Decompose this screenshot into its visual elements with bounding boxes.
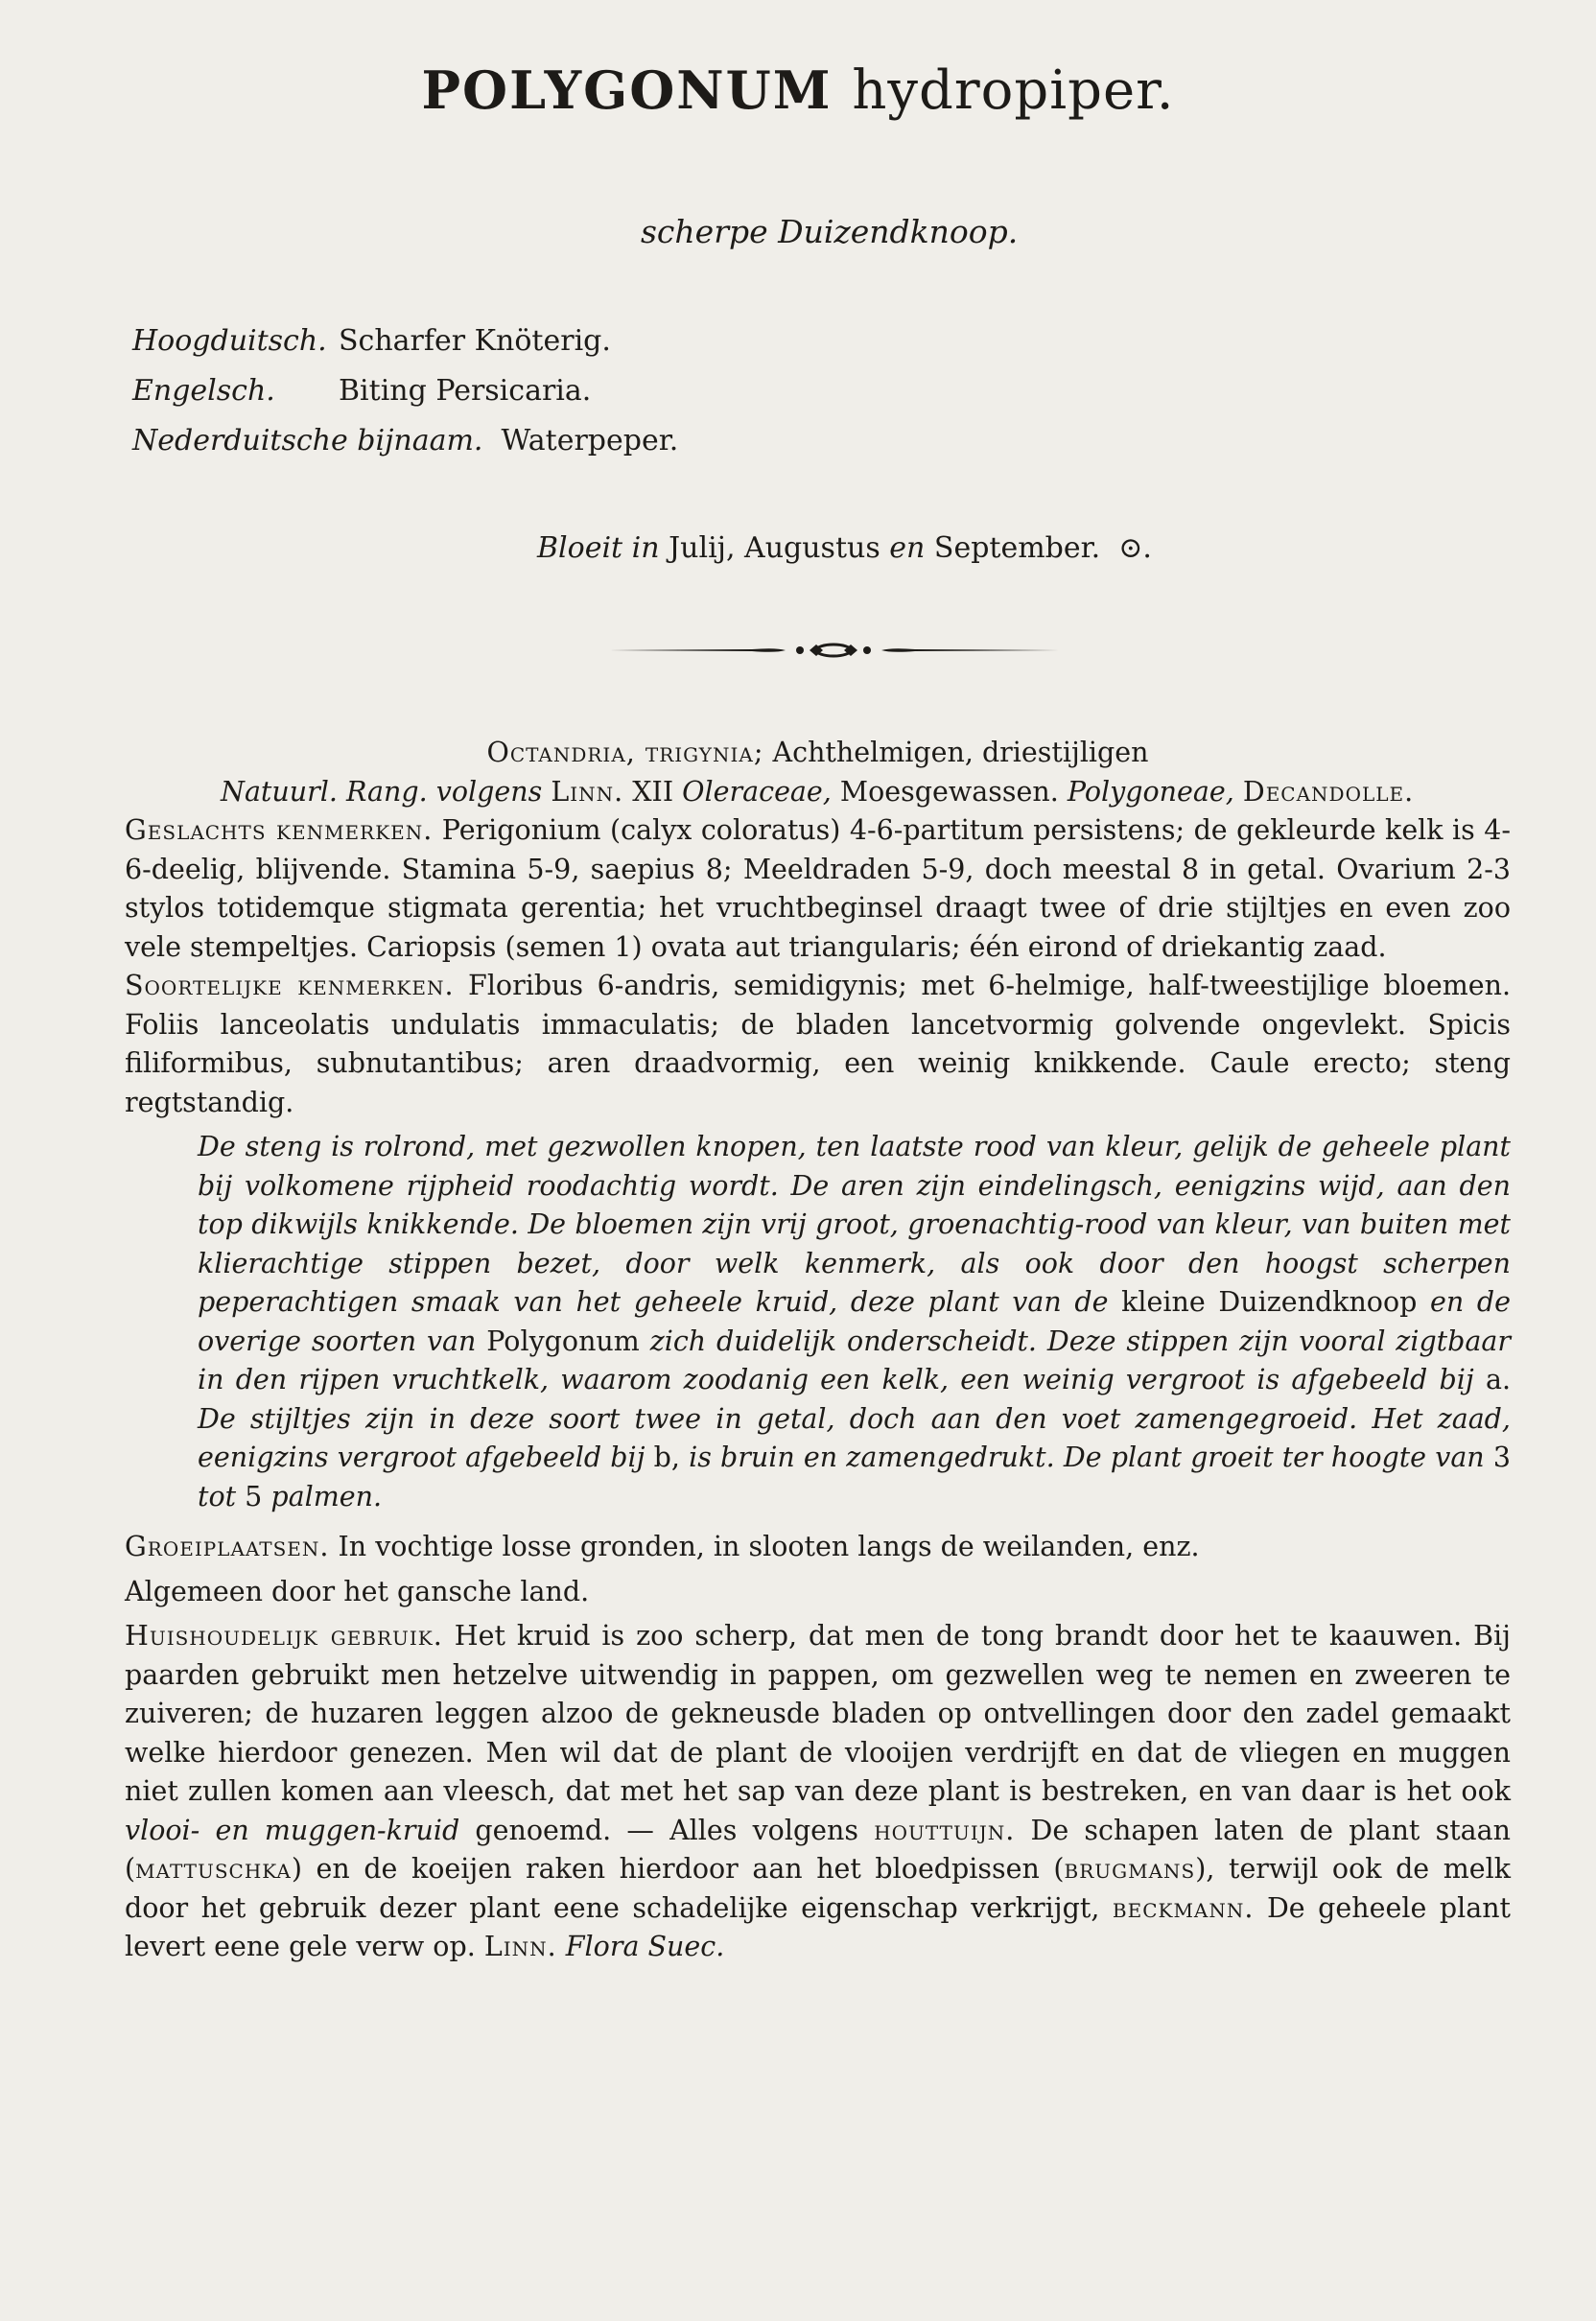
rank-family: Oleraceae,: [682, 775, 832, 808]
bloom-label: Bloeit: [537, 531, 623, 565]
household-text: De geheele plant levert eene gele verw op.: [125, 1891, 1512, 1962]
household-italic: Flora Suec.: [565, 1931, 725, 1962]
description-roman: Polygonum: [486, 1325, 640, 1357]
name-label: Engelsch.: [132, 374, 275, 408]
name-label: Hoogduitsch.: [132, 324, 327, 358]
name-row-english: [132, 366, 678, 416]
species-name: hydropiper.: [852, 59, 1175, 122]
rank-family-dutch: Moesgewassen.: [839, 775, 1059, 808]
household-text: ) en de koeijen raken hierdoor aan het bloedpissen (: [291, 1853, 1065, 1885]
genus-characters-label: Geslachts kenmerken.: [125, 814, 434, 846]
description-roman: a.: [1485, 1364, 1512, 1395]
bloom-last: September.: [933, 531, 1101, 565]
ornament-divider: [608, 637, 1059, 664]
description-text: palmen.: [270, 1480, 382, 1512]
description-text: tot: [198, 1480, 237, 1512]
habitat-extra: Algemeen door het gansche land.: [125, 1575, 590, 1607]
vernacular-names: [132, 316, 678, 466]
name-value: Biting Persicaria.: [339, 374, 592, 408]
name-row-dutch: [132, 416, 678, 466]
household-text: genoemd. — Alles volgens: [475, 1814, 859, 1846]
household-author: beckmann.: [1112, 1891, 1255, 1924]
household-text: De schapen laten de plant staan (: [125, 1814, 1511, 1885]
classification-line: [125, 734, 1511, 773]
annual-symbol: ⊙.: [1118, 531, 1152, 565]
name-label: Nederduitsche bijnaam.: [132, 424, 483, 457]
genus-characters-text: Perigonium (calyx coloratus) 4-6-partitum persistens; de gekleurde kelk is 4-6-deelig, blijvende. Stamina 5-9, saepius 8; Meeldraden 5-9, doch meestal 8 in getal. Ovarium 2-3 stylos totidemque stigmata gerentia; het vruchtbeginsel draagt twee of drie stijltjes en even zoo vele stempeltjes. Cariopsis (semen 1) ovata aut triangularis; één eirond of driekantig zaad.: [125, 814, 1511, 963]
name-value: Waterpeper.: [501, 424, 679, 457]
natural-rank-line: [125, 773, 1511, 812]
rank-linn: Linn.: [551, 775, 624, 808]
main-text: [125, 734, 1511, 1967]
household-text: ), terwijl ook de melk door het gebruik dezer plant eene schadelijke eigenschap verkrijgt,: [125, 1853, 1511, 1924]
species-characters-text: Floribus 6-andris, semidigynis; met 6-helmige, half-tweestijlige bloemen. Foliis lanceolatis undulatis immaculatis; de bladen lancetvormig golvende ongevlekt. Spicis filiformibus, subnutantibus; aren draadvormig, een weinig knikkende. Caule erecto; steng regtstandig.: [125, 970, 1512, 1118]
bloom-months: Julij, Augustus: [669, 531, 880, 565]
household-use: [125, 1617, 1511, 1967]
household-text: Het kruid is zoo scherp, dat men de tong brandt door het te kaauwen. Bij paarden gebruikt men hetzelve uitwendig in pappen, om gezwellen weg te nemen en zweeren te zuiveren; de huzaren leggen alzoo de gekneusde bladen op ontvellingen door den zadel gemaakt welke hierdoor genezen. Men wil dat de plant de vlooijen verdrijft en dat de vliegen en muggen niet zullen komen aan vleesch, dat met het sap van deze plant is bestreken, en van daar is het ook: [125, 1620, 1511, 1807]
rank-poly: Polygoneae,: [1067, 775, 1234, 808]
household-use-label: Huishoudelijk gebruik.: [125, 1620, 443, 1652]
habitat-label: Groeiplaatsen.: [125, 1531, 330, 1562]
description-text: en de overige soorten van: [198, 1286, 1511, 1357]
genus-name: POLYGONUM: [421, 59, 833, 121]
species-characters-label: Soortelijke kenmerken.: [125, 970, 455, 1001]
habitat: [125, 1528, 1511, 1567]
description-roman: b,: [653, 1442, 680, 1473]
bloom-en: en: [889, 531, 926, 565]
household-author: Linn.: [483, 1931, 557, 1962]
household-author: mattuschka: [135, 1853, 292, 1885]
description-roman: 5: [245, 1480, 263, 1512]
household-italic: vlooi- en muggen-kruid: [125, 1814, 460, 1846]
description-paragraph: [125, 1128, 1511, 1516]
household-author: houttuijn.: [874, 1814, 1016, 1846]
description-text: is bruin en zamengedrukt. De plant groeit ter hoogte van: [689, 1442, 1485, 1473]
rank-label: Natuurl. Rang. volgens: [221, 775, 543, 808]
rank-roman: XII: [632, 775, 674, 808]
rank-decandolle: Decandolle.: [1242, 775, 1415, 808]
common-name: scherpe Duizendknoop.: [641, 213, 1019, 250]
page-title: [0, 59, 1596, 122]
genus-characters: [125, 811, 1511, 967]
household-author: brugmans: [1064, 1853, 1196, 1885]
classification-latin: Octandria, trigynia;: [486, 737, 764, 768]
description-roman: kleine Duizendknoop: [1121, 1286, 1418, 1318]
classification-dutch: Achthelmigen, driestijligen: [772, 737, 1149, 768]
description-roman: 3: [1492, 1442, 1511, 1473]
name-row-german: [132, 316, 678, 366]
habitat-text: In vochtige losse gronden, in slooten langs de weilanden, enz.: [338, 1531, 1200, 1562]
description-text: zich duidelijk onderscheidt. Deze stippen zijn vooral zigtbaar in den rijpen vruchtkelk, waarom zoodanig een kelk, een weinig vergroot is afgebeeld bij: [198, 1325, 1511, 1395]
bloom-in: in: [631, 531, 660, 565]
name-value: Scharfer Knöterig.: [339, 324, 611, 358]
species-characters: [125, 967, 1511, 1122]
description-text: De steng is rolrond, met gezwollen knopen, ten laatste rood van kleur, gelijk de geheele plant bij volkomene rijpheid roodachtig wordt. De aren zijn eindelingsch, eenigzins wijd, aan den top dikwijls knikkende. De bloemen zijn vrij groot, groenachtig-rood van kleur, van buiten met klierachtige stippen bezet, door welk kenmerk, als ook door den hoogst scherpen peperachtigen smaak van het geheele kruid, deze plant van de: [198, 1131, 1511, 1318]
description-text: De stijltjes zijn in deze soort twee in getal, doch aan den voet zamengegroeid. Het zaad, eenigzins vergroot afgebeeld bij: [198, 1402, 1511, 1473]
bloom-line: [537, 531, 1152, 565]
